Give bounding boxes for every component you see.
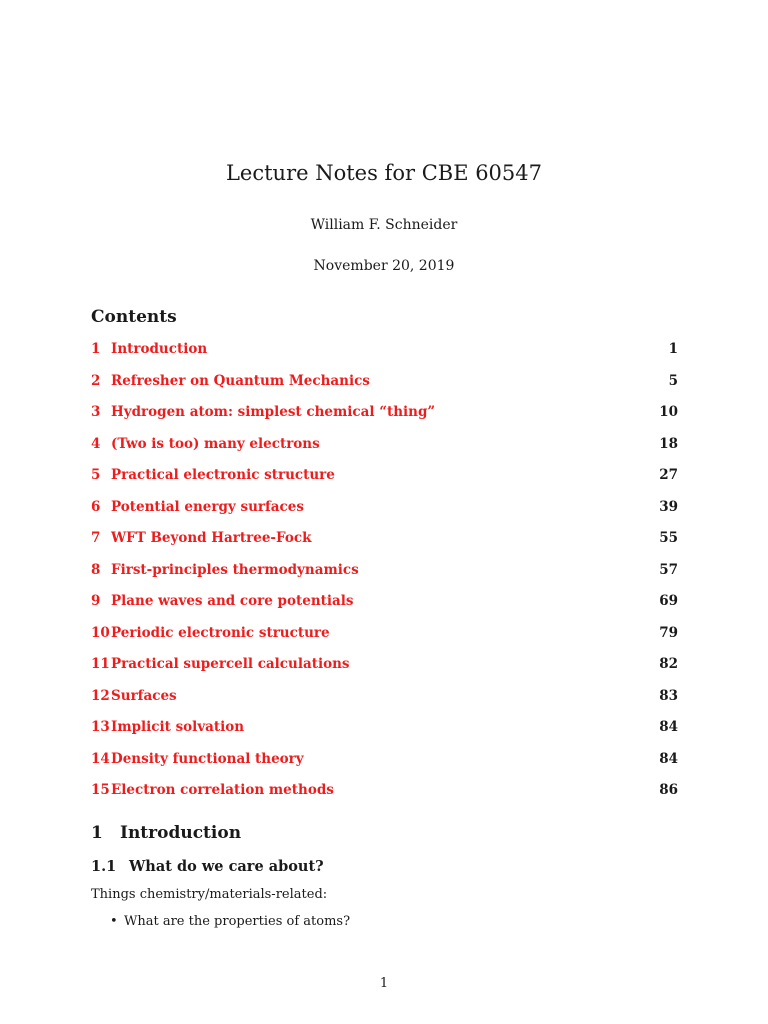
toc-link-refresher-quantum-mechanics[interactable] <box>91 373 370 389</box>
toc-entry <box>91 467 678 499</box>
subsection-title: What do we care about? <box>129 858 324 875</box>
toc-entry <box>91 782 678 814</box>
toc-entry-page: 86 <box>659 782 678 798</box>
toc-entry-number: 13 <box>91 719 110 735</box>
toc-entry-title: Practical supercell calculations <box>111 656 350 672</box>
toc-link-surfaces[interactable] <box>91 688 177 704</box>
toc-entry-page: 84 <box>659 719 678 735</box>
section-number: 1 <box>91 823 103 843</box>
list-item-text: What are the properties of atoms? <box>124 914 351 929</box>
toc-entry <box>91 593 678 625</box>
toc-entry <box>91 688 678 720</box>
toc-entry-number: 14 <box>91 750 110 767</box>
toc-entry-number: 6 <box>91 498 101 515</box>
toc-link-potential-energy-surfaces[interactable] <box>91 499 304 515</box>
toc-link-electron-correlation[interactable] <box>91 782 334 798</box>
toc-entry <box>91 751 678 783</box>
toc-entry-number: 9 <box>91 593 101 609</box>
toc-entry <box>91 373 678 405</box>
toc-entry-title: Potential energy surfaces <box>111 498 304 515</box>
toc-entry-number: 1 <box>91 341 101 357</box>
toc-entry-number: 15 <box>91 782 110 798</box>
toc-entry-title: Implicit solvation <box>111 719 245 735</box>
toc-link-practical-electronic-structure[interactable] <box>91 467 335 483</box>
contents-heading: Contents <box>91 307 177 327</box>
toc-link-introduction[interactable] <box>91 341 207 357</box>
toc-link-implicit-solvation[interactable] <box>91 719 244 735</box>
page-number: 1 <box>379 976 389 991</box>
toc-entry-page: 69 <box>659 593 678 609</box>
bullet-list <box>110 914 350 929</box>
toc-entry-title: Density functional theory <box>111 750 304 767</box>
toc-entry-number: 2 <box>91 372 101 389</box>
toc-entry-title: WFT Beyond Hartree-Fock <box>111 530 312 546</box>
toc-entry-number: 5 <box>91 467 101 483</box>
toc-entry <box>91 436 678 468</box>
toc-entry-page: 39 <box>659 498 678 515</box>
toc-entry <box>91 562 678 594</box>
toc-entry <box>91 499 678 531</box>
list-item <box>110 914 350 929</box>
toc-entry <box>91 656 678 688</box>
toc-entry <box>91 625 678 657</box>
toc-entry-number: 3 <box>91 404 101 420</box>
toc-entry-page: 1 <box>668 341 678 357</box>
table-of-contents <box>91 341 678 814</box>
toc-entry-title: Practical electronic structure <box>111 467 335 483</box>
toc-entry-number: 11 <box>91 656 110 672</box>
toc-entry-number: 10 <box>91 624 110 641</box>
toc-entry-page: 83 <box>659 687 678 704</box>
toc-entry <box>91 530 678 562</box>
toc-link-plane-waves[interactable] <box>91 593 354 609</box>
section-title: Introduction <box>120 823 242 843</box>
toc-entry <box>91 341 678 373</box>
section-heading <box>91 823 241 843</box>
toc-entry-number: 4 <box>91 435 101 452</box>
toc-entry-number: 7 <box>91 530 101 546</box>
toc-link-density-functional-theory[interactable] <box>91 751 304 767</box>
toc-link-periodic-electronic-structure[interactable] <box>91 625 330 641</box>
body-paragraph: Things chemistry/materials-related: <box>91 887 328 902</box>
toc-entry-page: 18 <box>659 435 678 452</box>
subsection-heading <box>91 858 324 875</box>
toc-entry <box>91 404 678 436</box>
toc-entry-page: 84 <box>659 750 678 767</box>
toc-link-first-principles-thermodynamics[interactable] <box>91 562 359 578</box>
toc-entry-page: 5 <box>668 372 678 389</box>
toc-link-practical-supercell[interactable] <box>91 656 350 672</box>
toc-entry-number: 12 <box>91 687 110 704</box>
document-date: November 20, 2019 <box>313 258 455 274</box>
toc-entry-title: Hydrogen atom: simplest chemical “thing” <box>111 404 436 420</box>
toc-entry-page: 82 <box>659 656 678 672</box>
subsection-number: 1.1 <box>91 858 117 875</box>
document-author: William F. Schneider <box>310 217 458 233</box>
toc-entry-title: Introduction <box>111 341 208 357</box>
toc-entry-title: Refresher on Quantum Mechanics <box>111 372 370 389</box>
toc-link-wft-beyond-hartree-fock[interactable] <box>91 530 311 546</box>
toc-entry-title: Periodic electronic structure <box>111 624 330 641</box>
toc-entry-page: 79 <box>659 624 678 641</box>
toc-entry-title: First-principles thermodynamics <box>111 561 359 578</box>
toc-entry-page: 57 <box>659 561 678 578</box>
toc-entry-title: Electron correlation methods <box>111 782 334 798</box>
toc-entry <box>91 719 678 751</box>
toc-link-many-electrons[interactable] <box>91 436 320 452</box>
toc-entry-title: Plane waves and core potentials <box>111 593 354 609</box>
toc-entry-page: 55 <box>659 530 678 546</box>
document-title: Lecture Notes for CBE 60547 <box>225 161 542 185</box>
toc-link-hydrogen-atom[interactable] <box>91 404 435 420</box>
toc-entry-number: 8 <box>91 561 101 578</box>
bullet-icon: • <box>110 914 118 929</box>
toc-entry-page: 27 <box>659 467 678 483</box>
toc-entry-page: 10 <box>659 404 678 420</box>
toc-entry-title: (Two is too) many electrons <box>111 435 320 452</box>
toc-entry-title: Surfaces <box>111 687 177 704</box>
